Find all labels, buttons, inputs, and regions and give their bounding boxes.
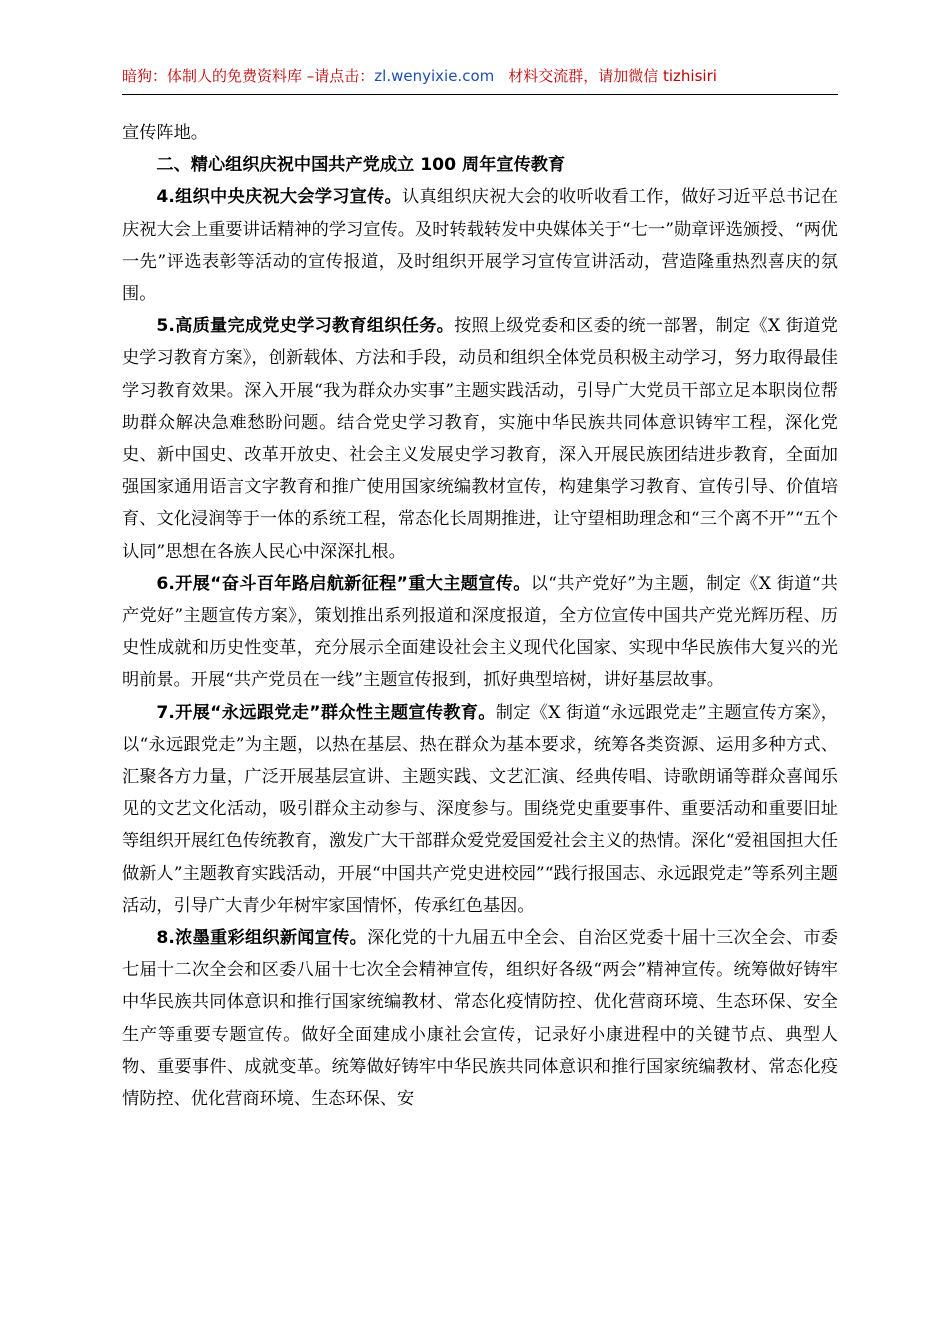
- header-site-name: 暗狗：体制人的免费资料库: [122, 67, 303, 85]
- paragraph-continuation: 宣传阵地。: [122, 123, 208, 143]
- paragraph-8: [122, 922, 838, 1115]
- section-heading: 二、精心组织庆祝中国共产党成立 100 周年宣传教育: [156, 155, 566, 176]
- document-body: [122, 117, 838, 1115]
- paragraph-8-title: 8.浓墨重彩组织新闻宣传。: [156, 928, 368, 949]
- paragraph-5-title: 5.高质量完成党史学习教育组织任务。: [156, 316, 455, 337]
- paragraph-4: [122, 181, 838, 310]
- page-header: [122, 66, 838, 95]
- header-link[interactable]: zl.wenyixie.com: [374, 67, 495, 85]
- paragraph-5-body: 按照上级党委和区委的统一部署，制定《X 街道党史学习教育方案》，创新载体、方法和手段，动员和组织全体党员积极主动学习，努力取得最佳学习教育效果。深入开展“我为群众办实事”主题实践活动，引导广大党员干部立足本职岗位帮助群众解决急难愁盼问题。结合党史学习教育，实施中华民族共同体意识铸牢工程，深化党史、新中国史、改革开放史、社会主义发展史学习教育，深入开展民族团结进步教育，全面加强国家通用语言文字教育和推广使用国家统编教材宣传，构建集学习教育、宣传引导、价值培育、文化浸润等于一体的系统工程，常态化长周期推进，让守望相助理念和“三个离不开”“五个认同”思想在各族人民心中深深扎根。: [122, 316, 838, 562]
- paragraph-7-body: 制定《X 街道“永远跟党走”主题宣传方案》，以“永远跟党走”为主题，以热在基层、热在群众为基本要求，统筹各类资源、运用多种方式、汇聚各方力量，广泛开展基层宣讲、主题实践、文艺汇演、经典传唱、诗歌朗诵等群众喜闻乐见的文艺文化活动，吸引群众主动参与、深度参与。围绕党史重要事件、重要活动和重要旧址等组织开展红色传统教育，激发广大干部群众爱党爱国爱社会主义的热情。深化“爱祖国担大任做新人”主题教育实践活动，开展“中国共产党史进校园”“践行报国志、永远跟党走”等系列主题活动，引导广大青少年树牢家国情怀，传承红色基因。: [122, 702, 838, 916]
- paragraph-7-title: 7.开展“永远跟党走”群众性主题宣传教育。: [156, 702, 496, 723]
- paragraph-6-title: 6.开展“奋斗百年路启航新征程”重大主题宣传。: [156, 573, 531, 594]
- paragraph-7: [122, 697, 838, 922]
- paragraph-4-title: 4.组织中央庆祝大会学习宣传。: [156, 187, 402, 208]
- header-click-prompt: –请点击：: [302, 67, 375, 85]
- paragraph-8-body: 深化党的十九届五中全会、自治区党委十届十三次全会、市委七届十二次全会和区委八届十七次全会精神宣传，组织好各级“两会”精神宣传。统筹做好铸牢中华民族共同体意识和推行国家统编教材、常态化疫情防控、优化营商环境、生态环保、安全生产等重要专题宣传。做好全面建成小康社会宣传，记录好小康进程中的关键节点、典型人物、重要事件、成就变革。统筹做好铸牢中华民族共同体意识和推行国家统编教材、常态化疫情防控、优化营商环境、生态环保、安: [122, 928, 838, 1110]
- header-wechat-note: 材料交流群，请加微信 tizhisiri: [508, 67, 717, 85]
- paragraph-6-body: 以“共产党好”为主题，制定《X 街道“共产党好”主题宣传方案》，策划推出系列报道和深度报道，全方位宣传中国共产党光辉历程、历史性成就和历史性变革，充分展示全面建设社会主义现代化国家、实现中华民族伟大复兴的光明前景。开展“共产党员在一线”主题宣传报到，抓好典型培树，讲好基层故事。: [122, 573, 838, 691]
- paragraph-4-body: 认真组织庆祝大会的收听收看工作，做好习近平总书记在庆祝大会上重要讲话精神的学习宣传。及时转载转发中央媒体关于“七一”勋章评选颁授、“两优一先”评选表彰等活动的宣传报道，及时组织开展学习宣传宣讲活动，营造隆重热烈喜庆的氛围。: [122, 187, 838, 305]
- paragraph-5: [122, 310, 838, 568]
- paragraph-6: [122, 568, 838, 697]
